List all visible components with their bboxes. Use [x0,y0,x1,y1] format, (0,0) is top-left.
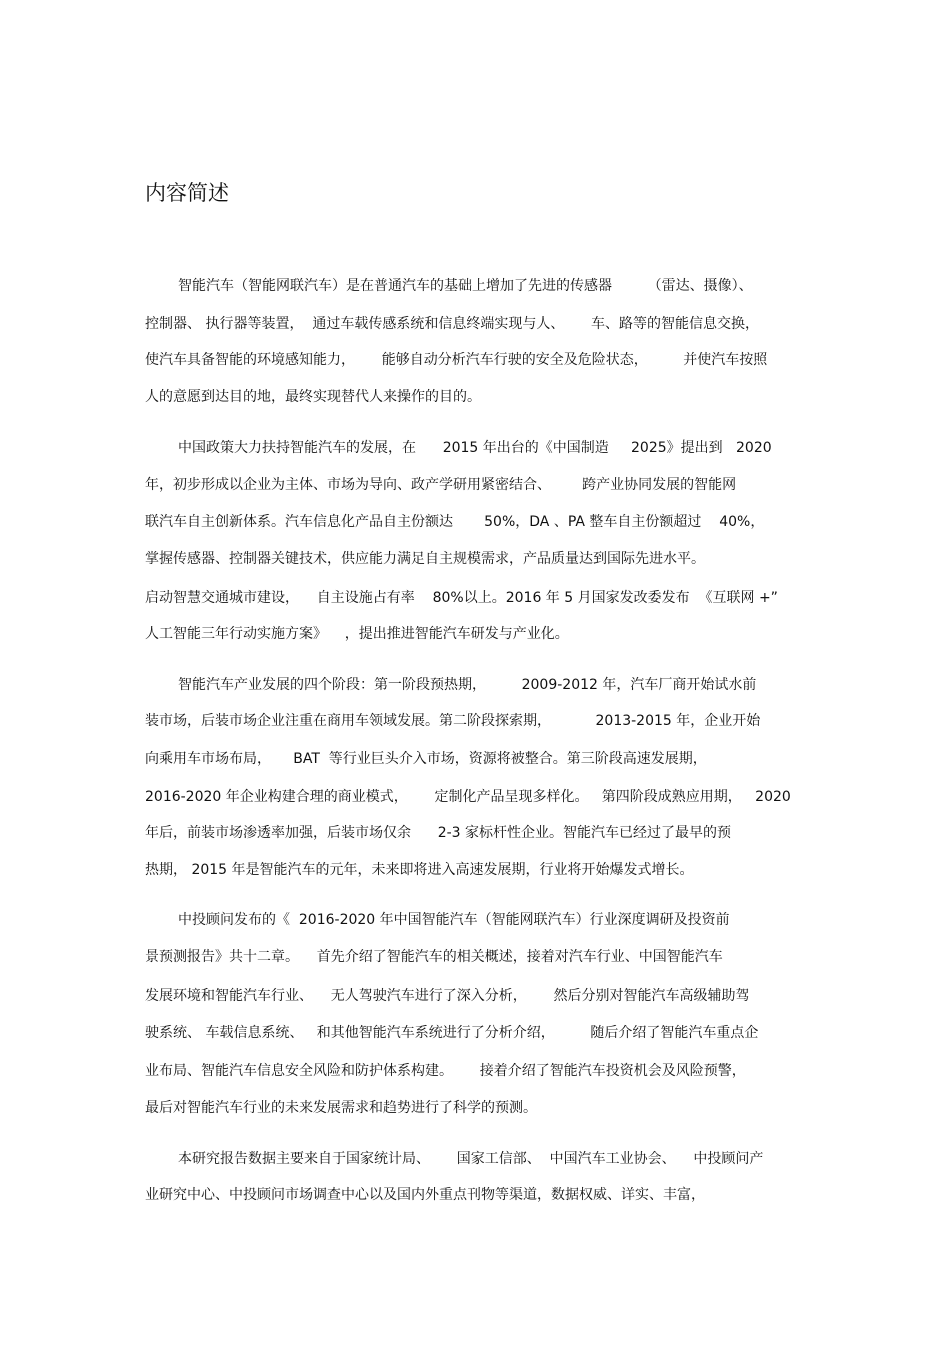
paragraph-4-line-6: 最后对智能汽车行业的未来发展需求和趋势进行了科学的预测。 [145,1100,537,1116]
paragraph-3-line-6: 热期， 2015 年是智能汽车的元年，未来即将进入高速发展期，行业将开始爆发式增长。 [145,862,694,878]
paragraph-4-line-5: 业布局、智能汽车信息安全风险和防护体系构建。 接着介绍了智能汽车投资机会及风险预警， [145,1063,746,1079]
paragraph-2-line-2: 年，初步形成以企业为主体、市场为导向、政产学研用紧密结合、 跨产业协同发展的智能网 [145,477,737,493]
page-title: 内容简述 [145,181,229,205]
paragraph-3-line-2: 装市场，后装市场企业注重在商用车领域发展。第二阶段探索期， 2013-2015 年，企业开始 [145,713,761,729]
paragraph-2-line-6: 人工智能三年行动实施方案》 ，提出推进智能汽车研发与产业化。 [145,626,569,642]
paragraph-3-line-1: 智能汽车产业发展的四个阶段：第一阶段预热期， 2009-2012 年，汽车厂商开始试水前 [178,677,757,693]
paragraph-2-line-4: 掌握传感器、控制器关键技术，供应能力满足自主规模需求，产品质量达到国际先进水平。 [145,551,705,567]
paragraph-3-line-5: 年后，前装市场渗透率加强，后装市场仅余 2-3 家标杆性企业。智能汽车已经过了最早的预 [145,825,732,841]
paragraph-1-line-1: 智能汽车（智能网联汽车）是在普通汽车的基础上增加了先进的传感器 （雷达、摄像）、 [178,278,753,294]
paragraph-2-line-1: 中国政策大力扶持智能汽车的发展，在 2015 年出台的《中国制造 2025》提出到 2020 [178,440,772,456]
paragraph-3-line-3: 向乘用车市场布局， BAT 等行业巨头介入市场，资源将被整合。第三阶段高速发展期， [145,751,707,767]
paragraph-4-line-2: 景预测报告》共十二章。 首先介绍了智能汽车的相关概述，接着对汽车行业、中国智能汽车 [145,949,723,965]
paragraph-4-line-1: 中投顾问发布的《 2016-2020 年中国智能汽车（智能网联汽车）行业深度调研及投资前 [178,912,730,928]
paragraph-2-line-3: 联汽车自主创新体系。汽车信息化产品自主份额达 50%，DA 、PA 整车自主份额超过 40%， [145,514,765,530]
paragraph-3-line-4: 2016-2020 年企业构建合理的商业模式， 定制化产品呈现多样化。 第四阶段成熟应用期， 2020 [145,789,791,805]
paragraph-2-line-5: 启动智慧交通城市建设， 自主设施占有率 80%以上。2016 年 5 月国家发改委发布 《互联网 +” [145,590,778,606]
paragraph-4-line-4: 驶系统、 车载信息系统、 和其他智能汽车系统进行了分析介绍， 随后介绍了智能汽车重点企 [145,1025,759,1041]
paragraph-1-line-2: 控制器、 执行器等装置， 通过车载传感系统和信息终端实现与人、 车、路等的智能信息交换， [145,316,760,332]
paragraph-5-line-2: 业研究中心、中投顾问市场调查中心以及国内外重点刊物等渠道，数据权威、详实、丰富， [145,1187,705,1203]
paragraph-1-line-3: 使汽车具备智能的环境感知能力， 能够自动分析汽车行驶的安全及危险状态， 并使汽车按照 [145,352,768,368]
paragraph-4-line-3: 发展环境和智能汽车行业、 无人驾驶汽车进行了深入分析， 然后分别对智能汽车高级辅助驾 [145,988,750,1004]
paragraph-1-line-4: 人的意愿到达目的地，最终实现替代人来操作的目的。 [145,389,481,405]
paragraph-5-line-1: 本研究报告数据主要来自于国家统计局、 国家工信部、 中国汽车工业协会、 中投顾问产 [178,1151,764,1167]
